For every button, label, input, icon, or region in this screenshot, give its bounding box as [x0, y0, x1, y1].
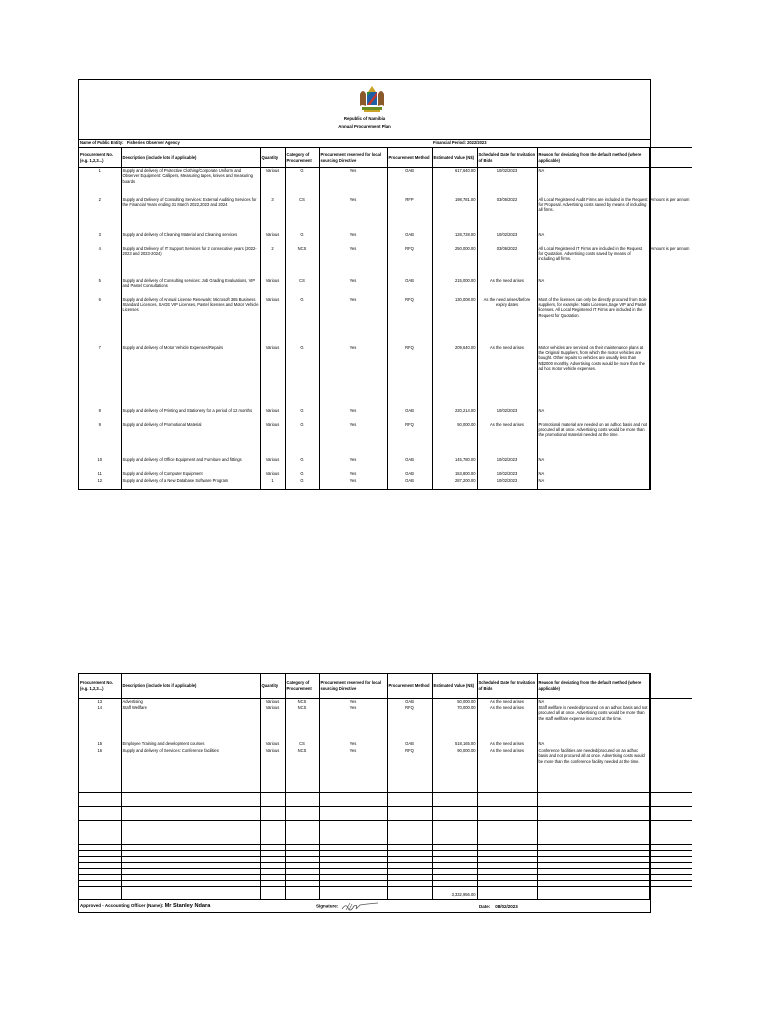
- cell-method: OAB: [387, 698, 432, 705]
- cell-value: 70,000.00: [432, 705, 477, 741]
- cell-reserved: Yes: [319, 478, 387, 489]
- cell-no: 1: [98, 168, 101, 173]
- col-header-quantity: Quantity: [260, 148, 285, 168]
- cell-description: Supply and delivery of a New Database Software Program: [121, 478, 260, 489]
- cell-value: 215,000.00: [432, 278, 477, 297]
- total-row: [79, 892, 692, 899]
- procurement-table: [79, 140, 692, 489]
- col-header-method: Procurement Method: [387, 674, 432, 698]
- cell-value: 153,800.00: [432, 471, 477, 478]
- cell-description: Supply and Delivery of Consulting Services: External Auditing Services for the Financial Years ending 31 March 2022,2023 and 2024: [121, 197, 260, 232]
- col-header-quantity: Quantity: [260, 674, 285, 698]
- blank-cell: [537, 820, 649, 844]
- procurement-table-continued: [79, 674, 692, 899]
- cell-no: 10: [97, 456, 103, 462]
- blank-cell: [432, 806, 477, 820]
- procurement-plan-page-2: [78, 673, 651, 913]
- cell-reserved: Yes: [319, 345, 387, 408]
- cell-method: OAB: [387, 457, 432, 471]
- cell-method: RFQ: [387, 748, 432, 792]
- cell-date: 10/02/2023: [477, 408, 537, 422]
- approved-name: Mr Stanley Ndara: [164, 903, 211, 909]
- blank-row: [79, 792, 692, 806]
- table-row: [79, 345, 692, 408]
- cell-value: 50,000.00: [432, 422, 477, 457]
- cell-reserved: Yes: [319, 698, 387, 705]
- cell-description: Supply and delivery of Computer Equipment: [121, 471, 260, 478]
- cell-value: 220,214.00: [432, 408, 477, 422]
- cell-category: G: [285, 478, 319, 489]
- blank-cell: [387, 806, 432, 820]
- cell-note: [649, 422, 692, 457]
- cell-no: 13: [97, 698, 103, 704]
- col-header-date: Scheduled Date for Invitation of Bids: [477, 148, 537, 168]
- blank-cell: [387, 792, 432, 806]
- cell-note: Amount is per annum: [649, 246, 692, 278]
- cell-no: 14: [97, 705, 103, 710]
- col-header-value: Estimated Value (N$): [432, 674, 477, 698]
- cell-note: [649, 232, 692, 246]
- cell-quantity: Various: [260, 232, 285, 246]
- cell-category: G: [285, 232, 319, 246]
- cell-quantity: Various: [260, 168, 285, 197]
- cell-method: OAB: [387, 741, 432, 748]
- cell-description: Advertising: [121, 698, 260, 705]
- signature-label: Signature:: [316, 903, 339, 909]
- cell-no: 7: [98, 344, 101, 350]
- cell-quantity: Various: [260, 748, 285, 792]
- cell-date: As the need arises: [477, 705, 537, 741]
- blank-cell: [432, 820, 477, 844]
- cell-note: [649, 471, 692, 478]
- table-row: [79, 408, 692, 422]
- cell-value: 90,000.00: [432, 748, 477, 792]
- cell-no: 11: [97, 470, 102, 476]
- cell-quantity: 1: [260, 478, 285, 489]
- cell-category: G: [285, 457, 319, 471]
- cell-reason: All Local Registered Audit Firms are included in the Request for Proposal. Advertising costs saved by means of including all firms.: [537, 197, 649, 232]
- table-row: [79, 748, 692, 792]
- cell-value: 617,640.00: [432, 168, 477, 197]
- col-header-no: Procurement No. (e.g. 1,2,3...): [79, 674, 121, 698]
- table-row: [79, 471, 692, 478]
- cell-quantity: Various: [260, 297, 285, 345]
- cell-reserved: Yes: [319, 297, 387, 345]
- cell-method: OAB: [387, 471, 432, 478]
- blank-cell: [537, 792, 649, 806]
- blank-row: [79, 820, 692, 844]
- cell-reserved: Yes: [319, 278, 387, 297]
- cell-reserved: Yes: [319, 705, 387, 741]
- cell-date: As the need arises: [477, 698, 537, 705]
- cell-date: As the need arises: [477, 345, 537, 408]
- col-header-date: Scheduled Date for Invitation of Bids: [477, 674, 537, 698]
- col-header-note: [649, 674, 692, 698]
- cell-reason: NA: [537, 168, 649, 197]
- cell-reserved: Yes: [319, 748, 387, 792]
- blank-cell: [79, 820, 121, 844]
- blank-rows: [79, 792, 692, 892]
- header-block: [79, 80, 650, 140]
- cell-note: [649, 278, 692, 297]
- col-header-category: Category of Procurement: [285, 674, 319, 698]
- blank-cell: [121, 792, 260, 806]
- blank-cell: [260, 806, 285, 820]
- cell-method: RFQ: [387, 246, 432, 278]
- plan-title: Annual Procurement Plan: [338, 124, 391, 129]
- blank-cell: [432, 792, 477, 806]
- blank-cell: [79, 792, 121, 806]
- cell-value: 518,165.00: [432, 741, 477, 748]
- cell-date: 10/02/2023: [477, 478, 537, 489]
- cell-category: G: [285, 408, 319, 422]
- cell-no: 16: [97, 748, 103, 753]
- cell-quantity: Various: [260, 278, 285, 297]
- cell-reserved: Yes: [319, 232, 387, 246]
- blank-cell: [319, 806, 387, 820]
- cell-reason: Conference facilities are needed/procured on an adhoc basis and not procured all at once. Advertising costs would be more than the conference facility needed at the time.: [537, 748, 649, 792]
- cell-category: NCS: [285, 246, 319, 278]
- table-row: [79, 246, 692, 278]
- col-header-reserved: Procurement reserved for local sourcing Directive: [319, 148, 387, 168]
- cell-date: 10/02/2023: [477, 457, 537, 471]
- cell-description: Supply and delivery of Motor Vehicle Expenses/Repairs: [121, 345, 260, 408]
- approved-label: Approved - Accounting Officer (Name):: [80, 903, 164, 908]
- blank-cell: [319, 792, 387, 806]
- table-row: [79, 478, 692, 489]
- cell-date: 10/02/2023: [477, 471, 537, 478]
- cell-reason: NA: [537, 408, 649, 422]
- table-row: [79, 168, 692, 197]
- blank-cell: [121, 820, 260, 844]
- table-row: [79, 197, 692, 232]
- cell-reason: NA: [537, 471, 649, 478]
- table-header-row: [79, 148, 692, 168]
- table-row: [79, 457, 692, 471]
- cell-reason: Most of the licenses can only be directly procured from Sole suppliers, for example: Natis Licenses,Sage VIP and Pastel licenses. All Local Registered IT Firms are included in the Request for Quotation.: [537, 297, 649, 345]
- cell-reserved: Yes: [319, 168, 387, 197]
- cell-note: [649, 478, 692, 489]
- cell-note: [649, 345, 692, 408]
- col-header-no: Procurement No. (e.g. 1,2,3...): [79, 148, 121, 168]
- cell-value: 50,000.00: [432, 698, 477, 705]
- blank-cell: [121, 806, 260, 820]
- table-row: [79, 297, 692, 345]
- cell-note: [649, 705, 692, 741]
- cell-note: [649, 408, 692, 422]
- cell-quantity: Various: [260, 741, 285, 748]
- cell-reserved: Yes: [319, 471, 387, 478]
- cell-value: 128,728.00: [432, 232, 477, 246]
- cell-reason: NA: [537, 478, 649, 489]
- cell-reason: All Local Registered IT Firms are included in the Request for Quotation. Advertising costs saved by means of including all firms.: [537, 246, 649, 278]
- col-header-category: Category of Procurement: [285, 148, 319, 168]
- cell-note: [649, 168, 692, 197]
- cell-no: 9: [98, 421, 101, 427]
- cell-note: [649, 741, 692, 748]
- cell-quantity: Various: [260, 345, 285, 408]
- cell-reason: NA: [537, 278, 649, 297]
- col-header-description: Description (include lots if applicable): [121, 148, 260, 168]
- cell-quantity: Various: [260, 705, 285, 741]
- cell-date: 10/02/2023: [477, 168, 537, 197]
- cell-no: 4: [98, 245, 101, 251]
- table-header-row: [79, 674, 692, 698]
- cell-reason: Motor vehicles are serviced on their maintenance plans at the Original Suppliers, from which the motor vehicles are bought. Other repairs to vehicles are usually less than N$2000 monthly. Advertising costs would be more than the ad hoc motor vehicle expenses.: [537, 345, 649, 408]
- cell-note: [649, 748, 692, 792]
- blank-cell: [79, 806, 121, 820]
- cell-description: Supply and delivery of Protective Clothing/Corporate Uniform and Observer Equipment: Callipers, Measuring tapes, knives and measuring boards: [121, 168, 260, 197]
- cell-value: 287,200.00: [432, 478, 477, 489]
- cell-value: 145,780.00: [432, 457, 477, 471]
- cell-value: 209,640.00: [432, 345, 477, 408]
- cell-category: NCS: [285, 698, 319, 705]
- cell-note: [649, 698, 692, 705]
- cell-category: G: [285, 297, 319, 345]
- blank-cell: [649, 806, 692, 820]
- blank-cell: [477, 820, 537, 844]
- cell-no: 15: [97, 741, 103, 746]
- cell-reason: Promotional material are needed on an adhoc basis and not procured all at once. Advertising costs would be more than the promotional material needed at the time.: [537, 422, 649, 457]
- cell-description: Supply and delivery of Consulting services: Job Grading Evaluations, VIP and Pastel Consultations: [121, 278, 260, 297]
- cell-date: 10/02/2023: [477, 232, 537, 246]
- table-row: [79, 705, 692, 741]
- cell-description: Supply and delivery of Printing and Stationery for a period of 12 months: [121, 408, 260, 422]
- table-row: [79, 278, 692, 297]
- cell-no: 12: [97, 477, 103, 483]
- cell-reserved: Yes: [319, 246, 387, 278]
- cell-description: Employee Training and development courses: [121, 741, 260, 748]
- cell-method: RFQ: [387, 705, 432, 741]
- cell-category: NCS: [285, 705, 319, 741]
- republic-title: Republic of Namibia: [343, 116, 386, 121]
- cell-no: 2: [98, 196, 101, 202]
- cell-reason: NA: [537, 698, 649, 705]
- cell-no: 8: [98, 407, 101, 413]
- entity-row: [79, 140, 692, 148]
- cell-method: OAB: [387, 478, 432, 489]
- cell-no: 6: [98, 296, 101, 302]
- approval-footer: [79, 899, 650, 912]
- cell-method: RFP: [387, 197, 432, 232]
- cell-reason: NA: [537, 457, 649, 471]
- blank-cell: [319, 820, 387, 844]
- cell-date: As the need arises: [477, 278, 537, 297]
- cell-category: NCS: [285, 748, 319, 792]
- cell-value: 130,008.00: [432, 297, 477, 345]
- table-row: [79, 741, 692, 748]
- cell-reserved: Yes: [319, 408, 387, 422]
- cell-quantity: 2: [260, 246, 285, 278]
- cell-description: Supply and Delivery of IT Support Services for 2 consecutive years (2022-2023 and 2023-2024): [121, 246, 260, 278]
- cell-method: RFQ: [387, 422, 432, 457]
- cell-date: As the need arises: [477, 748, 537, 792]
- cell-category: CS: [285, 741, 319, 748]
- table-row: [79, 698, 692, 705]
- cell-description: Staff Wellfare: [121, 705, 260, 741]
- cell-date: As the need arises: [477, 422, 537, 457]
- cell-quantity: 3: [260, 197, 285, 232]
- col-header-reason: Reason for deviating from the default method (where applicable): [537, 674, 649, 698]
- cell-date: 03/06/2022: [477, 197, 537, 232]
- col-header-description: Description (include lots if applicable): [121, 674, 260, 698]
- cell-quantity: Various: [260, 471, 285, 478]
- cell-method: RFQ: [387, 345, 432, 408]
- cell-method: RFQ: [387, 297, 432, 345]
- cell-category: CS: [285, 197, 319, 232]
- date-label: Date:: [479, 903, 491, 909]
- table-row: [79, 422, 692, 457]
- financial-period: Financial Period: 2022/2023: [432, 140, 692, 148]
- table-body: [79, 698, 692, 792]
- cell-reserved: Yes: [319, 197, 387, 232]
- coat-of-arms-icon: [356, 84, 388, 114]
- blank-cell: [285, 792, 319, 806]
- cell-category: G: [285, 168, 319, 197]
- cell-reserved: Yes: [319, 741, 387, 748]
- blank-cell: [285, 806, 319, 820]
- cell-category: CS: [285, 278, 319, 297]
- cell-no: 5: [98, 277, 101, 283]
- blank-cell: [285, 820, 319, 844]
- cell-no: 3: [98, 231, 101, 237]
- blank-row: [79, 806, 692, 820]
- cell-method: OAB: [387, 168, 432, 197]
- cell-reason: NA: [537, 741, 649, 748]
- blank-cell: [477, 792, 537, 806]
- entity-name: Fisheries Observer Agency: [126, 140, 180, 145]
- total-value: 3,332,956.00: [432, 892, 477, 899]
- cell-date: As the need arises: [477, 741, 537, 748]
- table-row: [79, 232, 692, 246]
- cell-description: Supply and delivery of Cleaning Material and Cleaning services: [121, 232, 260, 246]
- blank-cell: [649, 820, 692, 844]
- col-header-method: Procurement Method: [387, 148, 432, 168]
- cell-reserved: Yes: [319, 457, 387, 471]
- cell-quantity: Various: [260, 408, 285, 422]
- cell-quantity: Various: [260, 457, 285, 471]
- cell-method: OAB: [387, 232, 432, 246]
- blank-cell: [260, 820, 285, 844]
- cell-date: 03/06/2022: [477, 246, 537, 278]
- cell-description: Supply and delivery of Annual License Renewals: Microsoft 365 Business Standard Licences, SAGE VIP Licenses, Pastel licenses and Motor Vehicle Licenses: [121, 297, 260, 345]
- cell-description: Supply and delivery of Office Equipment and Furniture and fittings: [121, 457, 260, 471]
- col-header-reserved: Procurement reserved for local sourcing Directive: [319, 674, 387, 698]
- cell-quantity: Various: [260, 422, 285, 457]
- cell-method: OAB: [387, 278, 432, 297]
- procurement-plan-page-1: [78, 79, 690, 490]
- cell-note: [649, 297, 692, 345]
- cell-date: As the need arises/before expiry dates: [477, 297, 537, 345]
- blank-cell: [477, 806, 537, 820]
- col-header-reason: Reason for deviating from the default method (where applicable): [537, 148, 649, 168]
- cell-value: 250,000.00: [432, 246, 477, 278]
- blank-cell: [387, 820, 432, 844]
- signature-image: [340, 902, 380, 911]
- cell-description: Supply and delivery of Promotional Material: [121, 422, 260, 457]
- col-header-note: [649, 148, 692, 168]
- cell-note: [649, 457, 692, 471]
- cell-category: G: [285, 422, 319, 457]
- col-header-value: Estimated Value (N$): [432, 148, 477, 168]
- cell-reason: Staff wellfare is needed/procured on an adhoc basis and not procured all at once. Advertising costs would be more than the staff wellfare expense incurred at the time.: [537, 705, 649, 741]
- date-value: 08/02/2023: [495, 903, 518, 909]
- blank-cell: [649, 792, 692, 806]
- cell-reason: NA: [537, 232, 649, 246]
- cell-reserved: Yes: [319, 422, 387, 457]
- cell-category: G: [285, 345, 319, 408]
- entity-label: Name of Public Entity:: [80, 140, 124, 145]
- cell-value: 198,781.00: [432, 197, 477, 232]
- cell-note: Amount is per annum: [649, 197, 692, 232]
- table-body: [79, 168, 692, 489]
- blank-cell: [260, 792, 285, 806]
- cell-method: OAB: [387, 408, 432, 422]
- cell-description: Supply and delivery of Services: Conference facilities: [121, 748, 260, 792]
- cell-category: G: [285, 471, 319, 478]
- blank-cell: [537, 806, 649, 820]
- cell-quantity: Various: [260, 698, 285, 705]
